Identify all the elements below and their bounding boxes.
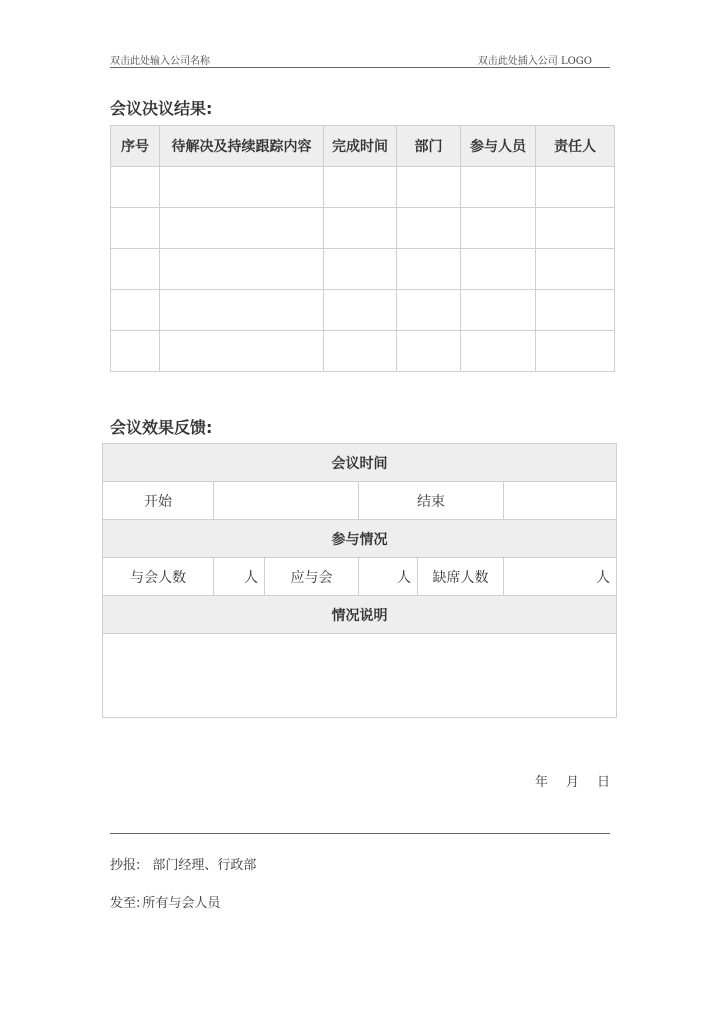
header-divider bbox=[110, 67, 610, 68]
attendees-count-field[interactable]: 人 bbox=[214, 558, 265, 596]
table-row bbox=[111, 290, 615, 331]
table-cell[interactable] bbox=[536, 208, 615, 249]
cc-label: 抄报: bbox=[110, 858, 141, 873]
to-label: 发至: bbox=[110, 896, 141, 911]
cc-value: 部门经理、行政部 bbox=[152, 858, 257, 873]
table-cell[interactable] bbox=[324, 331, 397, 372]
absent-count-field[interactable]: 人 bbox=[504, 558, 617, 596]
expected-label: 应与会 bbox=[265, 558, 359, 596]
participation-label: 参与情况 bbox=[103, 520, 617, 558]
day-label[interactable]: 日 bbox=[597, 775, 611, 790]
start-time-field[interactable] bbox=[214, 482, 359, 520]
column-header-participants: 参与人员 bbox=[461, 126, 536, 167]
table-cell[interactable] bbox=[160, 167, 324, 208]
meeting-time-label: 会议时间 bbox=[103, 444, 617, 482]
table-row bbox=[111, 167, 615, 208]
month-label[interactable]: 月 bbox=[566, 775, 580, 790]
meeting-time-band bbox=[103, 444, 617, 482]
date-line bbox=[535, 771, 610, 790]
column-header-responsible: 责任人 bbox=[536, 126, 615, 167]
logo-placeholder[interactable]: 双击此处插入公司 LOGO bbox=[477, 56, 592, 67]
attendees-label: 与会人数 bbox=[103, 558, 214, 596]
table-cell[interactable] bbox=[461, 290, 536, 331]
resolution-section-title: 会议决议结果: bbox=[110, 99, 213, 118]
table-cell[interactable] bbox=[111, 331, 160, 372]
end-label: 结束 bbox=[359, 482, 504, 520]
table-header-row bbox=[111, 126, 615, 167]
table-cell[interactable] bbox=[536, 290, 615, 331]
table-cell[interactable] bbox=[160, 331, 324, 372]
table-cell[interactable] bbox=[397, 208, 461, 249]
table-cell[interactable] bbox=[324, 249, 397, 290]
table-cell[interactable] bbox=[324, 290, 397, 331]
table-cell[interactable] bbox=[111, 208, 160, 249]
notes-field[interactable] bbox=[103, 634, 617, 718]
table-cell[interactable] bbox=[397, 290, 461, 331]
feedback-section-title: 会议效果反馈: bbox=[110, 418, 213, 437]
resolution-table bbox=[110, 125, 615, 372]
table-cell[interactable] bbox=[160, 249, 324, 290]
company-name-placeholder[interactable]: 双击此处输入公司名称 bbox=[110, 56, 210, 67]
absent-label: 缺席人数 bbox=[418, 558, 504, 596]
footer-divider bbox=[110, 833, 610, 834]
table-cell[interactable] bbox=[461, 208, 536, 249]
table-cell[interactable] bbox=[397, 249, 461, 290]
attendance-row bbox=[103, 558, 617, 596]
to-value: 所有与会人员 bbox=[142, 896, 221, 911]
to-row bbox=[110, 892, 220, 911]
column-header-completion-time: 完成时间 bbox=[324, 126, 397, 167]
feedback-table bbox=[102, 443, 617, 718]
table-cell[interactable] bbox=[461, 249, 536, 290]
notes-label: 情况说明 bbox=[103, 596, 617, 634]
expected-count-field[interactable]: 人 bbox=[359, 558, 418, 596]
table-cell[interactable] bbox=[536, 331, 615, 372]
table-cell[interactable] bbox=[461, 331, 536, 372]
table-cell[interactable] bbox=[160, 290, 324, 331]
table-cell[interactable] bbox=[397, 331, 461, 372]
column-header-department: 部门 bbox=[397, 126, 461, 167]
table-cell[interactable] bbox=[397, 167, 461, 208]
start-label: 开始 bbox=[103, 482, 214, 520]
table-cell[interactable] bbox=[536, 249, 615, 290]
year-label[interactable]: 年 bbox=[535, 775, 549, 790]
table-cell[interactable] bbox=[324, 208, 397, 249]
table-row bbox=[111, 208, 615, 249]
table-cell[interactable] bbox=[324, 167, 397, 208]
table-cell[interactable] bbox=[111, 290, 160, 331]
time-row bbox=[103, 482, 617, 520]
table-cell[interactable] bbox=[111, 167, 160, 208]
column-header-content: 待解决及持续跟踪内容 bbox=[160, 126, 324, 167]
end-time-field[interactable] bbox=[504, 482, 617, 520]
column-header-index: 序号 bbox=[111, 126, 160, 167]
table-row bbox=[111, 249, 615, 290]
table-cell[interactable] bbox=[536, 167, 615, 208]
table-row bbox=[111, 331, 615, 372]
cc-row bbox=[110, 854, 256, 873]
participation-band bbox=[103, 520, 617, 558]
table-cell[interactable] bbox=[461, 167, 536, 208]
table-cell[interactable] bbox=[111, 249, 160, 290]
notes-row bbox=[103, 634, 617, 718]
notes-band bbox=[103, 596, 617, 634]
table-cell[interactable] bbox=[160, 208, 324, 249]
